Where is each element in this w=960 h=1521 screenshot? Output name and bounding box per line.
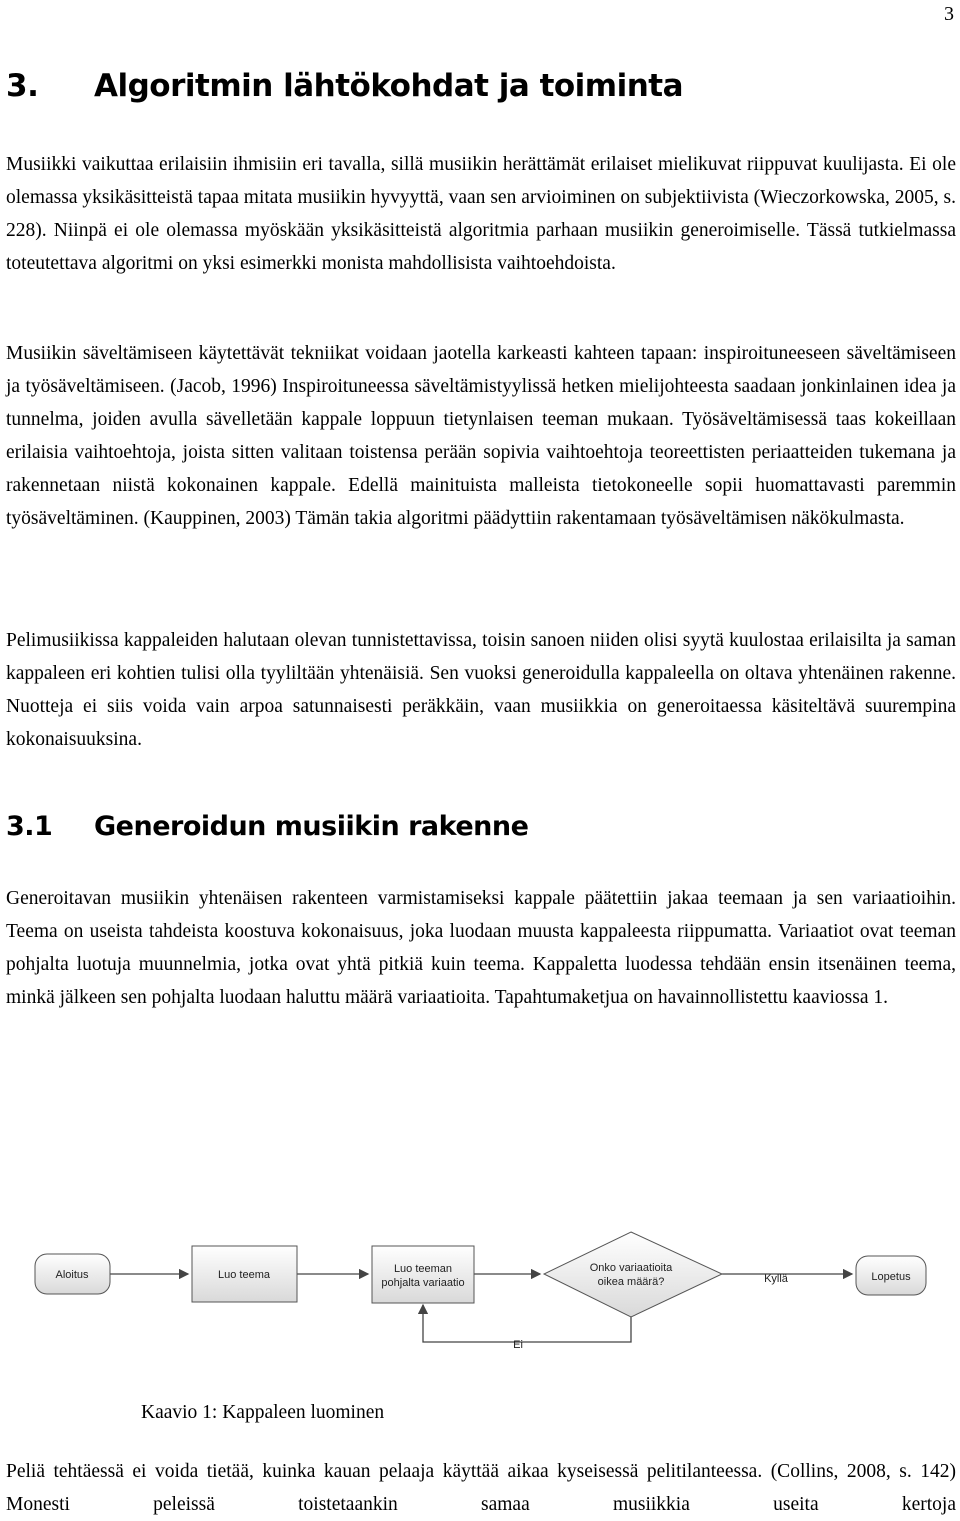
section-heading [6,811,528,842]
no-branch-label: Ei [513,1339,523,1351]
paragraph-composition-techniques: Musiikin säveltämiseen käytettävät tekniikat voidaan jaotella karkeasti kahteen tapaan: inspiroituneeseen säveltämiseen ja työsäveltämiseen. (Jacob, 1996) Inspiroituneessa säveltämistyylissä hetken mielijohteesta saadaan jonkinlainen idea ja tunnelma, joiden avulla sävelletään kappale loppuun tietynlaisen teeman mukaan. Työsäveltämisessä taas kokeillaan erilaisia vaihtoehtoja, joista sitten valitaan toistensa perään sopivia vaihtoehtoja teoreettisten periaatteiden tukemana ja rakennetaan niistä kokonainen kappale. Edellä mainituista malleista tietokoneelle sopii huomattavasti paremmin työsäveltäminen. (Kauppinen, 2003) Tämän takia algoritmi päädyttiin rakentamaan työsäveltämisen näkökulmasta. [6,343,956,529]
arrow-decision-loop-back [423,1305,631,1342]
chapter-title: Algoritmin lähtökohdat ja toiminta [94,68,684,104]
diagram-caption: Kaavio 1: Kappaleen luominen [141,1402,385,1423]
paragraph-bottom: Peliä tehtäessä ei voida tietää, kuinka kauan pelaaja käyttää aikaa kyseisessä pelitilanteessa. (Collins, 2008, s. 142) Monesti peleissä toistetaankin samaa musiikkia useita kertoja [6,1461,956,1515]
node-decision [544,1232,722,1317]
node-create-variation-label-1: Luo teeman [393,1263,453,1275]
node-decision-label-2: oikea määrä? [597,1276,665,1288]
yes-branch-label: Kyllä [764,1273,788,1285]
chapter-heading [6,68,683,104]
node-start-label: Aloitus [55,1269,89,1281]
paragraph-intro: Musiikki vaikuttaa erilaisiin ihmisiin eri tavalla, sillä musiikin herättämät erilaiset mielikuvat riippuvat kuulijasta. Ei ole olemassa yksikäsitteistä tapaa mitata musiikin hyvyyttä, vaan sen arvioiminen on subjektiivista (Wieczorkowska, 2005, s. 228). Niinpä ei ole olemassa myöskään yksikäsitteistä algoritmia parhaan musiikin generoimiselle. Tässä tutkielmassa toteutettava algoritmi on yksi esimerkki monista mahdollisista vaihtoehdoista. [6,154,956,274]
flowchart-diagram [0,1220,960,1370]
node-end-label: Lopetus [871,1271,911,1283]
paragraph-structure: Generoitavan musiikin yhtenäisen rakenteen varmistamiseksi kappale päätettiin jakaa teemaan ja sen variaatioihin. Teema on useista tahdeista koostuva kokonaisuus, joka luodaan muusta kappaleesta riippumatta. Variaatiot ovat teeman pohjalta luotuja muunnelmia, jotka ovat yhtä pitkiä kuin teema. Kappaletta luodessa tehdään ensin itsenäinen teema, minkä jälkeen sen pohjalta luodaan haluttu määrä variaatioita. Tapahtumaketjua on havainnollistettu kaaviossa 1. [6,888,956,1008]
section-number: 3.1 [6,811,53,842]
node-create-theme-label: Luo teema [218,1269,270,1281]
paragraph-game-music: Pelimusiikissa kappaleiden halutaan olevan tunnistettavissa, toisin sanoen niiden olisi syytä kuulostaa erilaisilta ja saman kappaleen eri kohtien tulisi olla tyyliltään yhtenäisiä. Sen vuoksi generoidulla kappaleella on oltava yhtenäinen rakenne. Nuotteja ei siis voida vain arpoa satunnaisesti peräkkäin, vaan musiikkia on generoitaessa käsiteltävä suurempina kokonaisuuksina. [6,630,956,750]
section-title: Generoidun musiikin rakenne [94,811,529,842]
node-decision-label-1: Onko variaatioita [589,1262,673,1274]
chapter-number: 3. [6,68,39,104]
page-number: 3 [944,3,954,25]
node-create-variation-label-2: pohjalta variaatio [381,1277,465,1289]
